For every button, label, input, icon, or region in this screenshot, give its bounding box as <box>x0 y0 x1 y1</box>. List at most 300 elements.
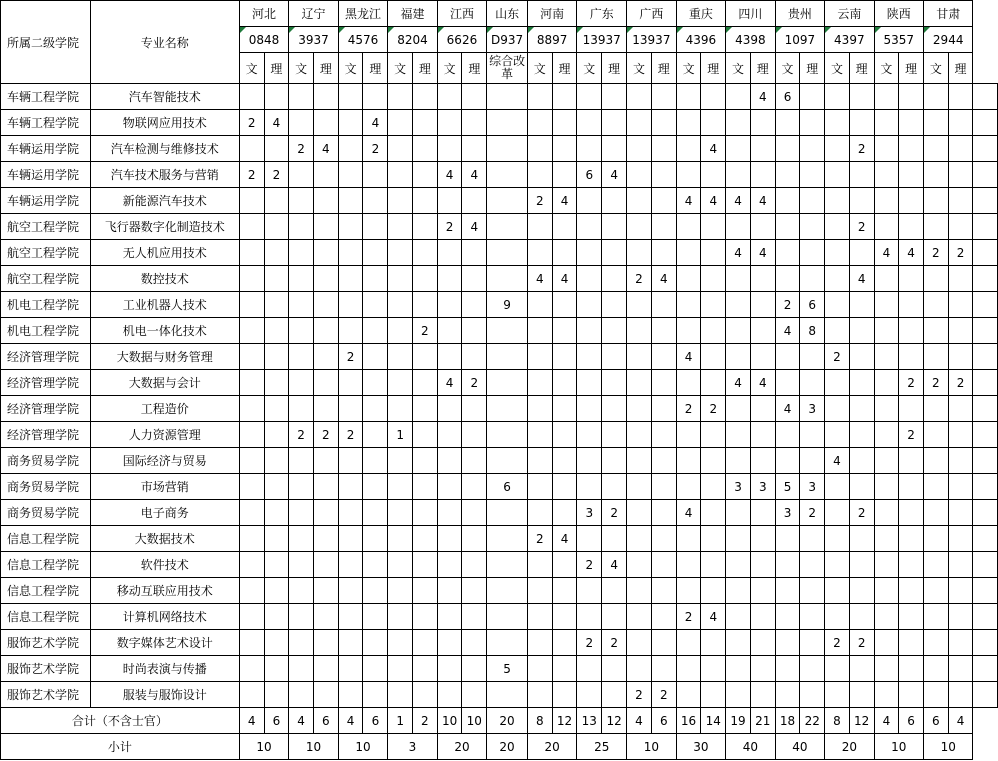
quota-cell <box>874 110 899 136</box>
major-cell: 国际经济与贸易 <box>90 448 239 474</box>
quota-cell <box>825 188 850 214</box>
quota-cell <box>462 448 487 474</box>
quota-cell <box>825 604 850 630</box>
quota-cell <box>552 136 577 162</box>
quota-cell <box>874 266 899 292</box>
table-row <box>1 188 998 214</box>
quota-cell: 4 <box>602 552 627 578</box>
total-cell: 14 <box>701 708 726 734</box>
quota-cell <box>874 500 899 526</box>
quota-cell <box>627 526 652 552</box>
quota-cell: 4 <box>726 240 751 266</box>
total-cell: 4 <box>627 708 652 734</box>
quota-cell <box>627 344 652 370</box>
quota-cell <box>437 500 462 526</box>
quota-cell <box>775 422 800 448</box>
quota-cell <box>388 136 413 162</box>
table-row <box>1 474 998 500</box>
quota-cell: 3 <box>775 500 800 526</box>
quota-cell <box>239 370 264 396</box>
quota-cell <box>437 240 462 266</box>
quota-cell <box>239 526 264 552</box>
quota-cell <box>527 630 552 656</box>
quota-cell <box>239 240 264 266</box>
quota-cell <box>239 578 264 604</box>
quota-cell <box>338 370 363 396</box>
quota-cell <box>750 162 775 188</box>
quota-cell: 4 <box>602 162 627 188</box>
quota-cell <box>363 578 388 604</box>
quota-cell: 2 <box>948 370 973 396</box>
quota-cell <box>552 396 577 422</box>
quota-cell <box>264 500 289 526</box>
quota-cell <box>338 292 363 318</box>
quota-cell <box>849 682 874 708</box>
quota-cell <box>849 84 874 110</box>
quota-cell <box>973 136 998 162</box>
quota-cell <box>800 84 825 110</box>
quota-cell <box>487 604 528 630</box>
quota-cell <box>388 656 413 682</box>
quota-cell <box>363 552 388 578</box>
quota-cell <box>289 162 314 188</box>
quota-cell <box>899 552 924 578</box>
quota-cell <box>825 552 850 578</box>
quota-cell <box>726 344 751 370</box>
major-cell: 机电一体化技术 <box>90 318 239 344</box>
quota-cell <box>552 552 577 578</box>
quota-cell <box>527 110 552 136</box>
quota-cell <box>775 682 800 708</box>
subtotal-cell: 3 <box>388 734 437 760</box>
province-header: 甘肃 <box>923 1 972 27</box>
subject-header: 文 <box>676 53 701 84</box>
quota-cell <box>948 318 973 344</box>
quota-cell <box>413 344 438 370</box>
quota-cell <box>701 474 726 500</box>
quota-cell <box>577 136 602 162</box>
quota-cell <box>527 396 552 422</box>
quota-cell <box>552 422 577 448</box>
province-code: 4396 <box>676 27 725 53</box>
province-header: 贵州 <box>775 1 824 27</box>
quota-cell <box>750 552 775 578</box>
province-code: 13937 <box>627 27 677 53</box>
major-cell: 数控技术 <box>90 266 239 292</box>
quota-cell <box>289 630 314 656</box>
quota-cell: 2 <box>676 396 701 422</box>
quota-cell <box>552 110 577 136</box>
quota-cell <box>487 240 528 266</box>
quota-cell <box>825 656 850 682</box>
quota-cell: 1 <box>388 422 413 448</box>
quota-cell <box>487 110 528 136</box>
quota-cell <box>577 318 602 344</box>
quota-cell <box>726 448 751 474</box>
quota-cell <box>462 526 487 552</box>
quota-cell <box>775 240 800 266</box>
quota-cell <box>973 110 998 136</box>
quota-cell <box>676 292 701 318</box>
quota-cell <box>602 604 627 630</box>
subject-header: 文 <box>874 53 899 84</box>
quota-cell <box>849 578 874 604</box>
subtotal-cell: 20 <box>437 734 486 760</box>
total-cell: 19 <box>726 708 751 734</box>
quota-cell <box>750 344 775 370</box>
province-header: 辽宁 <box>289 1 338 27</box>
quota-cell: 4 <box>552 526 577 552</box>
quota-cell <box>923 110 948 136</box>
quota-cell <box>289 292 314 318</box>
quota-cell <box>338 266 363 292</box>
quota-cell <box>874 578 899 604</box>
quota-cell <box>388 214 413 240</box>
quota-cell <box>726 214 751 240</box>
quota-cell <box>487 630 528 656</box>
province-code: 4398 <box>726 27 775 53</box>
college-cell: 服饰艺术学院 <box>1 656 91 682</box>
quota-cell <box>627 188 652 214</box>
quota-cell <box>676 162 701 188</box>
quota-cell: 6 <box>800 292 825 318</box>
quota-cell <box>388 396 413 422</box>
quota-cell <box>413 552 438 578</box>
quota-cell <box>363 292 388 318</box>
quota-cell <box>676 318 701 344</box>
quota-cell <box>874 396 899 422</box>
quota-cell <box>923 292 948 318</box>
quota-cell <box>289 266 314 292</box>
quota-cell <box>676 240 701 266</box>
quota-cell <box>462 136 487 162</box>
quota-cell <box>627 578 652 604</box>
quota-cell <box>388 552 413 578</box>
college-cell: 服饰艺术学院 <box>1 630 91 656</box>
quota-cell <box>289 656 314 682</box>
quota-cell <box>437 526 462 552</box>
quota-cell: 2 <box>338 422 363 448</box>
quota-cell <box>289 604 314 630</box>
quota-cell <box>602 396 627 422</box>
quota-cell <box>527 552 552 578</box>
quota-cell <box>825 396 850 422</box>
quota-cell <box>487 214 528 240</box>
quota-cell: 2 <box>577 552 602 578</box>
subject-header: 文 <box>627 53 652 84</box>
quota-cell <box>627 240 652 266</box>
quota-cell: 2 <box>602 500 627 526</box>
college-cell: 机电工程学院 <box>1 318 91 344</box>
quota-cell <box>973 448 998 474</box>
quota-cell <box>413 84 438 110</box>
total-cell: 6 <box>899 708 924 734</box>
quota-cell <box>363 500 388 526</box>
quota-cell <box>750 396 775 422</box>
quota-cell <box>388 448 413 474</box>
subject-header: 文 <box>289 53 314 84</box>
quota-cell <box>651 474 676 500</box>
quota-cell <box>388 240 413 266</box>
quota-cell <box>726 500 751 526</box>
college-cell: 商务贸易学院 <box>1 474 91 500</box>
quota-cell <box>849 422 874 448</box>
quota-cell <box>289 214 314 240</box>
quota-cell: 4 <box>552 266 577 292</box>
quota-cell: 4 <box>676 188 701 214</box>
quota-cell <box>577 266 602 292</box>
quota-cell <box>577 214 602 240</box>
major-cell: 汽车智能技术 <box>90 84 239 110</box>
total-cell: 2 <box>413 708 438 734</box>
quota-cell <box>388 266 413 292</box>
quota-cell <box>800 682 825 708</box>
subject-header: 文 <box>726 53 751 84</box>
quota-cell <box>264 474 289 500</box>
quota-cell <box>899 578 924 604</box>
quota-cell <box>800 422 825 448</box>
table-row <box>1 344 998 370</box>
quota-cell <box>577 604 602 630</box>
quota-cell <box>874 84 899 110</box>
quota-cell <box>750 448 775 474</box>
quota-cell: 4 <box>462 214 487 240</box>
college-cell: 经济管理学院 <box>1 422 91 448</box>
quota-cell <box>800 266 825 292</box>
quota-cell <box>313 110 338 136</box>
quota-cell <box>899 214 924 240</box>
quota-cell <box>552 630 577 656</box>
quota-cell <box>750 318 775 344</box>
quota-cell <box>313 552 338 578</box>
quota-cell <box>602 240 627 266</box>
quota-cell <box>800 630 825 656</box>
table-row <box>1 162 998 188</box>
quota-cell <box>338 500 363 526</box>
quota-cell <box>948 604 973 630</box>
quota-cell <box>577 84 602 110</box>
quota-cell <box>289 396 314 422</box>
college-cell: 经济管理学院 <box>1 396 91 422</box>
major-column-header: 专业名称 <box>90 1 239 84</box>
quota-cell <box>899 604 924 630</box>
quota-cell <box>726 110 751 136</box>
quota-cell <box>388 500 413 526</box>
quota-cell: 2 <box>602 630 627 656</box>
major-cell: 飞行器数字化制造技术 <box>90 214 239 240</box>
quota-cell <box>437 266 462 292</box>
quota-cell <box>627 474 652 500</box>
quota-cell <box>313 604 338 630</box>
province-header: 河南 <box>527 1 576 27</box>
quota-cell <box>289 318 314 344</box>
quota-cell <box>437 552 462 578</box>
quota-cell <box>239 474 264 500</box>
quota-cell <box>973 240 998 266</box>
quota-cell <box>437 474 462 500</box>
quota-cell: 2 <box>651 682 676 708</box>
quota-cell <box>825 500 850 526</box>
quota-cell: 2 <box>289 422 314 448</box>
quota-cell <box>627 422 652 448</box>
quota-cell <box>239 682 264 708</box>
total-cell: 6 <box>923 708 948 734</box>
quota-cell <box>775 526 800 552</box>
quota-cell <box>948 214 973 240</box>
quota-cell <box>388 110 413 136</box>
quota-cell <box>973 656 998 682</box>
quota-cell <box>923 474 948 500</box>
quota-cell <box>313 266 338 292</box>
quota-cell <box>874 188 899 214</box>
quota-cell <box>948 136 973 162</box>
quota-cell <box>527 84 552 110</box>
quota-cell <box>289 110 314 136</box>
table-row <box>1 292 998 318</box>
quota-cell <box>487 526 528 552</box>
quota-cell <box>775 162 800 188</box>
quota-cell <box>437 84 462 110</box>
quota-cell <box>923 500 948 526</box>
quota-cell <box>363 188 388 214</box>
quota-cell <box>923 578 948 604</box>
quota-cell <box>577 578 602 604</box>
quota-cell <box>552 578 577 604</box>
subject-header: 理 <box>701 53 726 84</box>
quota-cell <box>948 84 973 110</box>
quota-cell <box>437 292 462 318</box>
subject-header: 理 <box>264 53 289 84</box>
total-cell: 18 <box>775 708 800 734</box>
quota-cell <box>437 188 462 214</box>
subject-header: 文 <box>239 53 264 84</box>
quota-cell <box>676 110 701 136</box>
quota-cell: 4 <box>750 84 775 110</box>
quota-cell <box>527 136 552 162</box>
quota-cell <box>899 266 924 292</box>
quota-cell <box>338 318 363 344</box>
total-cell: 4 <box>289 708 314 734</box>
quota-cell <box>487 396 528 422</box>
quota-cell <box>338 604 363 630</box>
quota-cell <box>676 266 701 292</box>
quota-cell <box>338 474 363 500</box>
quota-cell: 6 <box>775 84 800 110</box>
quota-cell <box>289 84 314 110</box>
quota-cell <box>264 370 289 396</box>
quota-cell <box>363 396 388 422</box>
major-cell: 大数据与财务管理 <box>90 344 239 370</box>
subject-header: 理 <box>602 53 627 84</box>
table-row <box>1 552 998 578</box>
college-cell: 车辆运用学院 <box>1 162 91 188</box>
quota-cell <box>775 630 800 656</box>
subtotal-cell: 40 <box>726 734 775 760</box>
quota-cell <box>627 396 652 422</box>
table-row <box>1 630 998 656</box>
quota-cell <box>825 682 850 708</box>
quota-cell <box>413 526 438 552</box>
quota-cell <box>973 188 998 214</box>
quota-cell <box>627 214 652 240</box>
table-row <box>1 240 998 266</box>
quota-cell <box>651 578 676 604</box>
quota-cell <box>948 188 973 214</box>
quota-cell: 2 <box>701 396 726 422</box>
quota-cell <box>800 604 825 630</box>
quota-cell <box>676 474 701 500</box>
quota-cell <box>338 396 363 422</box>
quota-cell <box>849 396 874 422</box>
quota-cell <box>825 370 850 396</box>
quota-cell <box>313 526 338 552</box>
quota-cell <box>289 448 314 474</box>
quota-cell: 4 <box>726 370 751 396</box>
quota-cell <box>676 448 701 474</box>
quota-cell <box>313 448 338 474</box>
quota-cell <box>577 526 602 552</box>
quota-cell <box>627 110 652 136</box>
quota-cell <box>825 214 850 240</box>
quota-cell <box>750 578 775 604</box>
quota-cell: 2 <box>239 162 264 188</box>
quota-cell <box>973 422 998 448</box>
quota-cell <box>264 448 289 474</box>
quota-cell <box>800 370 825 396</box>
college-cell: 信息工程学院 <box>1 578 91 604</box>
quota-cell <box>413 474 438 500</box>
quota-cell <box>899 292 924 318</box>
quota-cell <box>651 318 676 344</box>
quota-cell <box>552 604 577 630</box>
quota-cell <box>413 448 438 474</box>
quota-cell: 4 <box>849 266 874 292</box>
quota-cell <box>527 656 552 682</box>
quota-cell: 4 <box>701 188 726 214</box>
total-cell: 6 <box>651 708 676 734</box>
quota-cell <box>388 344 413 370</box>
quota-cell <box>874 292 899 318</box>
subtotal-cell: 20 <box>527 734 576 760</box>
quota-cell <box>627 604 652 630</box>
quota-cell <box>627 162 652 188</box>
quota-cell <box>923 344 948 370</box>
quota-cell <box>527 162 552 188</box>
quota-cell <box>800 162 825 188</box>
quota-cell: 2 <box>627 266 652 292</box>
subtotal-cell: 10 <box>874 734 923 760</box>
quota-cell <box>289 500 314 526</box>
quota-cell: 4 <box>651 266 676 292</box>
major-cell: 人力资源管理 <box>90 422 239 448</box>
quota-cell: 3 <box>577 500 602 526</box>
subtotal-cell: 25 <box>577 734 627 760</box>
total-cell: 4 <box>874 708 899 734</box>
quota-cell <box>973 370 998 396</box>
table-row <box>1 604 998 630</box>
quota-cell <box>627 84 652 110</box>
quota-cell <box>874 214 899 240</box>
quota-cell <box>923 630 948 656</box>
quota-cell <box>948 552 973 578</box>
quota-cell <box>849 604 874 630</box>
subject-header: 文 <box>437 53 462 84</box>
college-cell: 航空工程学院 <box>1 214 91 240</box>
quota-cell <box>388 578 413 604</box>
quota-cell <box>627 136 652 162</box>
quota-cell <box>313 188 338 214</box>
quota-cell <box>973 682 998 708</box>
